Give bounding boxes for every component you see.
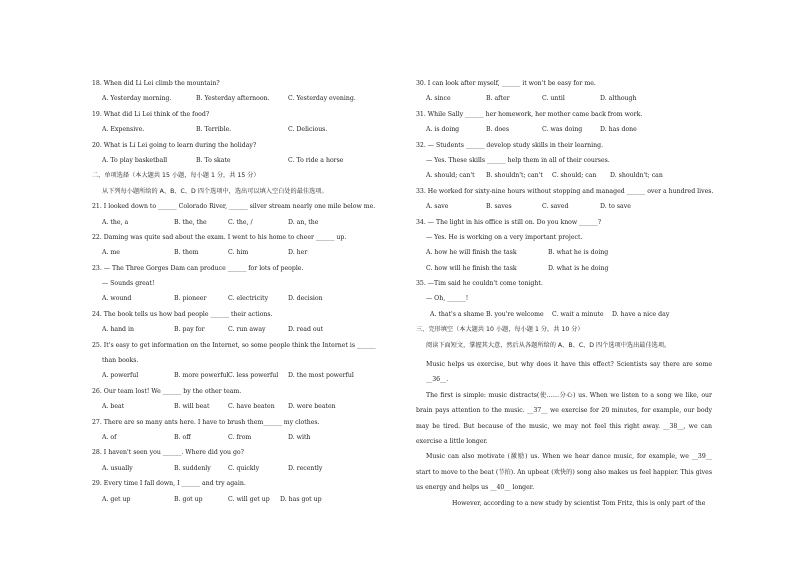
question-19-options (92, 126, 388, 141)
question-34-stem: 34. — The light in his office is still on. Do you know ______? (416, 218, 602, 226)
option: B. pay for (174, 326, 205, 334)
option: B. them (174, 249, 199, 257)
option: B. you're welcome (486, 310, 544, 318)
left-column (92, 80, 388, 511)
option: B. Terrible. (196, 126, 232, 134)
question-28-options (92, 465, 388, 480)
option: D. recently (288, 464, 323, 472)
question-18-options (92, 95, 388, 110)
question-26-stem: 26. Our team lost! We ______ by the other team. (92, 387, 242, 395)
option: B. To skate (196, 156, 231, 164)
option: C. how will he finish the task (426, 264, 517, 272)
question-35-options (416, 311, 712, 326)
option: A. To play basketball (102, 156, 168, 164)
question-28-stem: 28. I haven't seen you ______. Where did you go? (92, 449, 244, 457)
option: A. powerful (102, 372, 139, 380)
question-34-stem-2: — Yes. He is working on a very important project. (426, 233, 583, 241)
option: A. that's a shame (430, 310, 484, 318)
option: A. the, a (102, 218, 129, 226)
question-23-options (92, 295, 388, 310)
question-23-stem: 23. — The Three Gorges Dam can produce ______ for lots of people. (92, 264, 304, 272)
option: B. will beat (174, 403, 210, 411)
section-2-instructions: 从下列每小题所给的 A、B、C、D 四个选项中，选出可以填入空白处的最佳选项。 (102, 187, 328, 195)
question-20-options (92, 157, 388, 172)
question-29-options (92, 496, 388, 511)
question-35-stem-2: — Oh, ______! (426, 295, 469, 303)
question-34-options-row-1 (416, 249, 712, 264)
option: A. save (426, 203, 449, 211)
cloze-paragraph-4: However, according to a new study by scientist Tom Fritz, this is only part of the (452, 499, 706, 507)
option: A. since (426, 95, 451, 103)
option: D. decision (288, 295, 323, 303)
option: D. has done (600, 126, 637, 134)
question-19-stem: 19. What did Li Lei think of the food? (92, 110, 210, 118)
option: C. should; can (552, 172, 597, 180)
option: C. To ride a horse (288, 156, 344, 164)
option: D. with (288, 433, 311, 441)
question-31-options (416, 126, 712, 141)
question-33-options (416, 203, 712, 218)
option: C. quickly (228, 464, 260, 472)
section-3-instructions: 阅读下面短文，掌握其大意，然后从各题所给的 A、B、C、D 四个选项中选出最佳选项。 (426, 341, 671, 349)
option: D. read out (288, 326, 324, 334)
option: C. Yesterday evening. (288, 95, 356, 103)
option: B. suddenly (174, 464, 211, 472)
option: B. pioneer (174, 295, 207, 303)
option: D. have a nice day (612, 310, 670, 318)
option: A. me (102, 249, 120, 257)
question-22-options (92, 249, 388, 264)
option: A. Yesterday morning. (102, 95, 172, 103)
option: B. what he is doing (548, 249, 609, 257)
question-34-options-row-2 (416, 265, 712, 280)
option: B. shouldn't; can't (486, 172, 543, 180)
question-25-stem-2: than books. (102, 357, 139, 365)
option: A. usually (102, 464, 133, 472)
question-22-stem: 22. Daming was quite sad about the exam. I went to his home to cheer ______ up. (92, 233, 347, 241)
option: A. is doing (426, 126, 460, 134)
option: A. beat (102, 403, 125, 411)
question-20-stem: 20. What is Li Lei going to learn during the holiday? (92, 141, 257, 149)
option: C. the, / (228, 218, 253, 226)
option: C. Delicious. (288, 126, 328, 134)
question-23-stem-2: — Sounds great! (102, 280, 155, 288)
option: A. wound (102, 295, 132, 303)
right-column (416, 80, 712, 511)
option: B. got up (174, 495, 203, 503)
option: B. the, the (174, 218, 207, 226)
option: D. were beaten (288, 403, 336, 411)
cloze-paragraph-2: The first is simple: music distracts(使……分心) us. When we listen to a song we like, our brain pays attention to the music. __37__ we exercise for 20 minutes, for example, our body may be tired. But because of the music, we may not feel this right away. __38__, we can exercise a little longer. (416, 391, 712, 446)
question-24-options (92, 326, 388, 341)
option: B. does (486, 126, 510, 134)
option: C. less powerful (228, 372, 279, 380)
option: A. Expensive. (102, 126, 145, 134)
option: C. saved (542, 203, 569, 211)
option: D. although (600, 95, 637, 103)
cloze-paragraph-1: Music helps us exercise, but why does it have this effect? Scientists say there are some __36__. (426, 361, 712, 384)
question-30-options (416, 95, 712, 110)
question-25-stem: 25. It's easy to get information on the Internet, so some people think the Internet is ______ (92, 341, 376, 349)
section-2-title: 二、单项选择（本大题共 15 小题，每小题 1 分，共 15 分） (92, 172, 260, 180)
option: B. Yesterday afternoon. (196, 95, 270, 103)
option: D. the most powerful (288, 372, 354, 380)
question-27-stem: 27. There are so many ants here. I have to brush them______ my clothes. (92, 418, 320, 426)
option: B. after (486, 95, 510, 103)
option: D. to save (600, 203, 631, 211)
option: A. get up (102, 495, 131, 503)
option: D. shouldn't; can (610, 172, 663, 180)
option: C. until (542, 95, 565, 103)
question-32-stem-2: — Yes. These skills ______ help them in all of their courses. (426, 156, 610, 164)
option: C. wait a minute (552, 310, 604, 318)
option: C. will get up (228, 495, 270, 503)
question-21-options (92, 219, 388, 234)
option: A. should; can't (426, 172, 475, 180)
option: C. him (228, 249, 249, 257)
question-21-stem: 21. I looked down to ______ Colorado River, ______ silver stream nearly one mile below me. (92, 203, 376, 211)
question-33-stem: 33. He worked for sixty-nine hours without stopping and managed ______ over a hundred lives. (416, 187, 714, 195)
option: C. electricity (228, 295, 269, 303)
option: B. off (174, 433, 191, 441)
question-25-options (92, 372, 388, 387)
question-32-options (416, 172, 712, 187)
option: D. her (288, 249, 308, 257)
question-27-options (92, 434, 388, 449)
option: D. what is he doing (548, 264, 609, 272)
question-35-stem: 35. —Tim said he couldn't come tonight. (416, 280, 543, 288)
option: D. an, the (288, 218, 319, 226)
question-26-options (92, 403, 388, 418)
option: C. was doing (542, 126, 583, 134)
question-18-stem: 18. When did Li Lei climb the mountain? (92, 80, 220, 87)
question-29-stem: 29. Every time I fall down, I ______ and try again. (92, 480, 246, 488)
option: C. run away (228, 326, 266, 334)
option: C. have beaten (228, 403, 275, 411)
question-30-stem: 30. I can look after myself, ______ it won't be easy for me. (416, 80, 596, 87)
cloze-paragraph-3: Music can also motivate (激励) us. When we hear dance music, for example, we __39__ start to move to the beat (节拍). An upbeat (欢快的) song also makes us feel happier. This gives us energy and helps us __40__ longer. (416, 453, 712, 492)
option: B. saves (486, 203, 512, 211)
option: D. has got up (280, 495, 322, 503)
option: C. from (228, 433, 252, 441)
option: A. hand in (102, 326, 134, 334)
option: A. of (102, 433, 117, 441)
question-24-stem: 24. The book tells us how bad people ______ their actions. (92, 310, 273, 318)
section-3-title: 三、完形填空（本大题共 10 小题，每小题 1 分，共 10 分） (416, 326, 584, 334)
question-31-stem: 31. While Sally ______ her homework, her mother came back from work. (416, 110, 643, 118)
option: B. more powerful (174, 372, 229, 380)
option: A. how he will finish the task (426, 249, 517, 257)
question-32-stem: 32. — Students ______ develop study skills in their learning. (416, 141, 604, 149)
